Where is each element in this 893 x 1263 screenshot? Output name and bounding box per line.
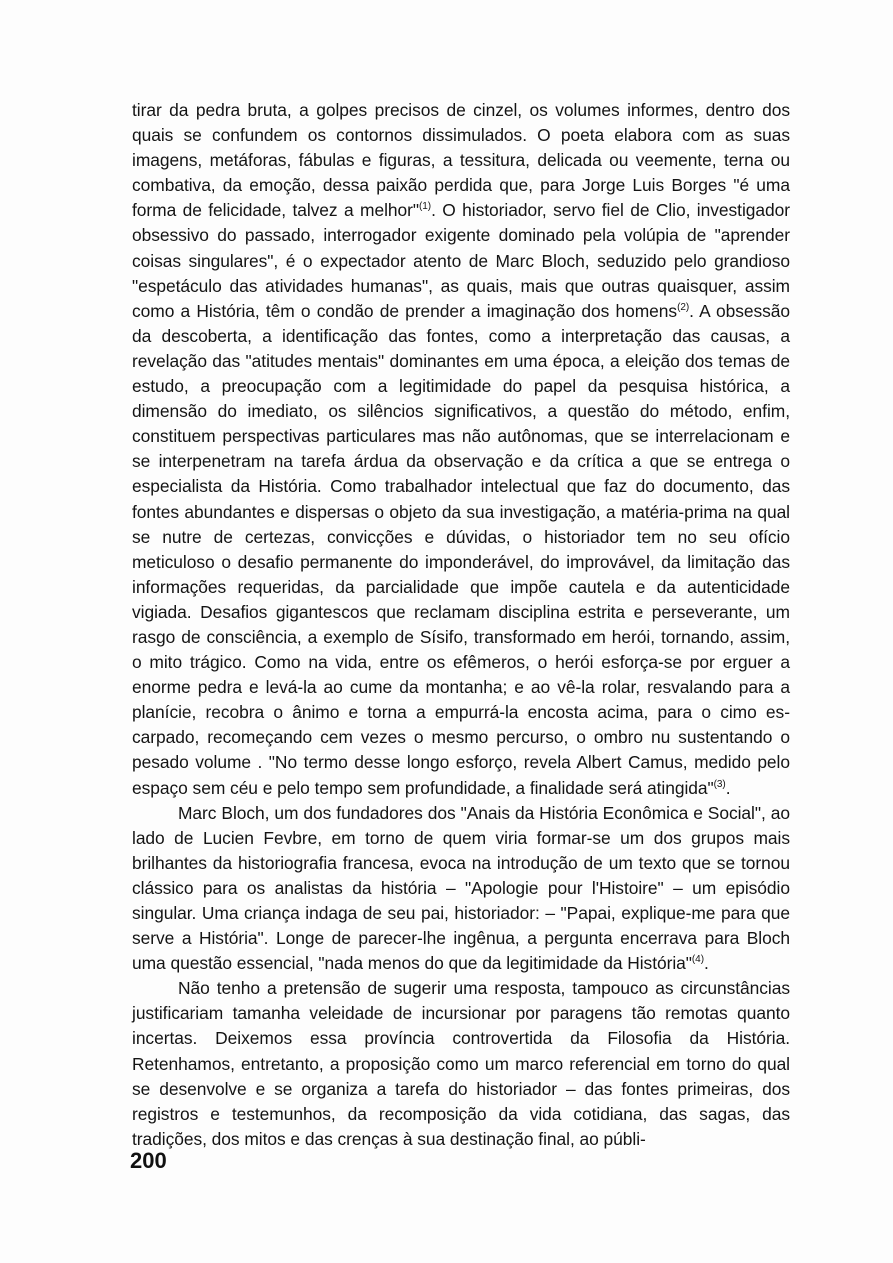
paragraph-1-text-b: . O historiador, servo fiel de Clio, investigador obsessivo do passado, interrogador exigente dominado pela volúpia de "aprender coisas singulares", é o expectador atento de Marc Bloch, seduzido pelo grandioso "espetáculo das atividades humanas", as quais, mais que outras quaisquer, assim como a História, têm o condão de prender a imaginação dos homens [132, 200, 790, 321]
page-number: 200 [130, 1148, 167, 1173]
footnote-ref-3: (3) [713, 778, 726, 790]
paragraph-3 [132, 976, 790, 1152]
footnote-ref-4: (4) [691, 954, 704, 966]
footnote-ref-2: (2) [677, 301, 690, 313]
paragraph-1-text-a: tirar da pedra bruta, a golpes precisos de cinzel, os volumes informes, dentro dos quais se confundem os contornos dissimulados. O poeta elabora com as suas imagens, metáforas, fábulas e figuras, a tessitura, delicada ou veemente, terna ou combativa, da emoção, dessa paixão perdida que, para Jorge Luis Borges "é uma forma de felicidade, talvez a melhor" [132, 100, 790, 221]
paragraph-1-text-c: . A obsessão da descoberta, a identificação das fontes, como a interpretação das causas, a revelação das "atitudes mentais" dominantes em uma época, a eleição dos temas de estudo, a preocupação com a legitimidade do papel da pesquisa histórica, a dimensão do imediato, os silêncios significativos, a questão do método, enfim, constituem perspectivas particulares mas não autônomas, que se interrelacionam e se interpenetram na tarefa árdua da observação e da crítica a que se entrega o especialista da História. Como trabalhador intelectual que faz do documento, das fontes abundantes e dispersas o objeto da sua investigação, a matéria-prima na qual se nutre de certezas, convicções e dúvidas, o historiador tem no seu ofício meticuloso o desafio permanente do imponderável, do improvável, da limitação das informações requeridas, da parcialidade que impõe cautela e da autenticidade vigiada. Desafios gigantescos que reclamam disciplina estrita e perseverante, um rasgo de consciência, a exemplo de Sísifo, transformado em herói, tornando, assim, o mito trágico. Como na vida, entre os efêmeros, o herói esforça-se por erguer a enorme pedra e levá-la ao cume da montanha; e ao vê-la rolar, resvalando para a planície, recobra o ânimo e torna a empurrá-la encosta acima, para o cimo escarpado, recomeçando cem vezes o mesmo percurso, o ombro nu sustentando o pesado volume . "No termo desse longo esforço, revela Albert Camus, medido pelo espaço sem céu e pelo tempo sem profundidade, a finalidade será atingida" [132, 300, 790, 798]
paragraph-2 [132, 801, 790, 977]
paragraph-2-text-b: . [703, 953, 709, 974]
paragraph-1-text-d: . [725, 777, 731, 798]
paragraph-1 [132, 98, 790, 801]
body-text [132, 98, 790, 1152]
paragraph-3-text: Não tenho a pretensão de sugerir uma resposta, tampouco as circunstâncias justificariam tamanha veleidade de incursionar por paragens tão remotas quanto incertas. Deixemos essa província controvertida da Filosofia da História. Retenhamos, entretanto, a proposição como um marco referencial em torno do qual se desenvolve e se organiza a tarefa do historiador – das fontes primeiras, dos registros e testemunhos, da recomposição da vida cotidiana, das sagas, das tradições, dos mitos e das crenças à sua destinação final, ao públi- [132, 978, 790, 1149]
footnote-ref-1: (1) [419, 201, 432, 213]
paragraph-2-text-a: Marc Bloch, um dos fundadores dos "Anais da História Econômica e Social", ao lado de Lucien Fevbre, em torno de quem viria formar-se um dos grupos mais brilhantes da historiografia francesa, evoca na introdução de um texto que se tornou clássico para os analistas da história – "Apologie pour l'Histoire" – um episódio singular. Uma criança indaga de seu pai, historiador: – "Papai, explique-me para que serve a História". Longe de parecer-lhe ingênua, a pergunta encerrava para Bloch uma questão essencial, "nada menos do que da legitimidade da História" [132, 802, 790, 974]
